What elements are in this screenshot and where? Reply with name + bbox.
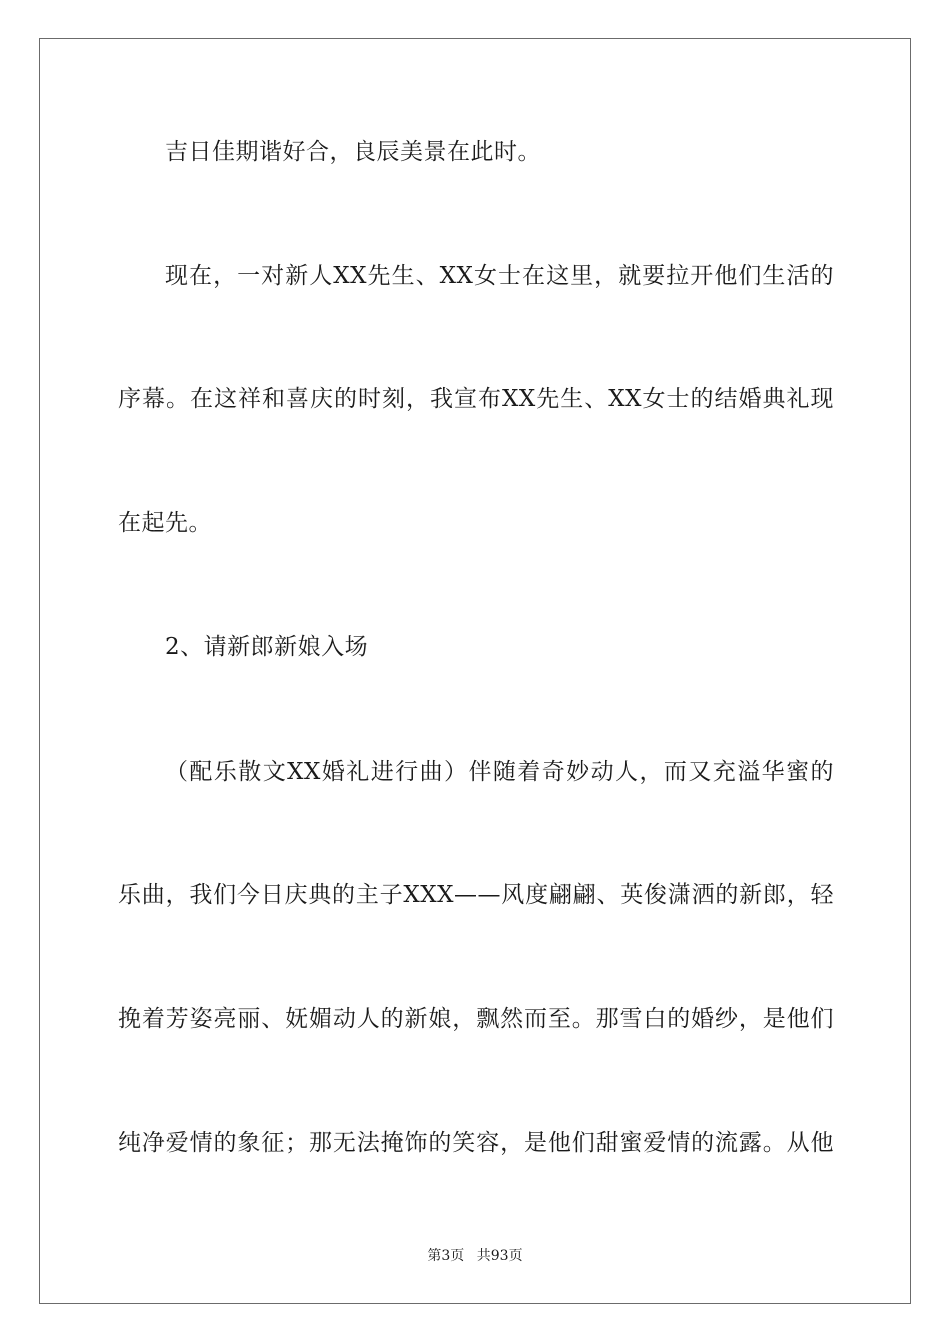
page-footer: [0, 1245, 950, 1265]
paragraph-line: 在起先。: [118, 510, 212, 536]
paragraph-line: 现在，一对新人XX先生、XX女士在这里，就要拉开他们生活的: [165, 263, 834, 289]
paragraph-line: 纯净爱情的象征；那无法掩饰的笑容，是他们甜蜜爱情的流露。从他: [118, 1130, 834, 1156]
paragraph-line: 吉日佳期谐好合，良辰美景在此时。: [165, 139, 541, 165]
page-border: [39, 38, 911, 1304]
paragraph-line: 序幕。在这祥和喜庆的时刻，我宣布XX先生、XX女士的结婚典礼现: [118, 386, 834, 412]
section-heading: 2、请新郎新娘入场: [165, 634, 369, 660]
page-number: 第3页: [427, 1248, 465, 1264]
paragraph-line: 挽着芳姿亮丽、妩媚动人的新娘，飘然而至。那雪白的婚纱，是他们: [118, 1006, 834, 1032]
paragraph-line: （配乐散文XX婚礼进行曲）伴随着奇妙动人，而又充溢华蜜的: [165, 759, 834, 785]
total-pages: 共93页: [476, 1248, 523, 1264]
paragraph-line: 乐曲，我们今日庆典的主子XXX——风度翩翩、英俊潇洒的新郎，轻: [118, 882, 834, 908]
